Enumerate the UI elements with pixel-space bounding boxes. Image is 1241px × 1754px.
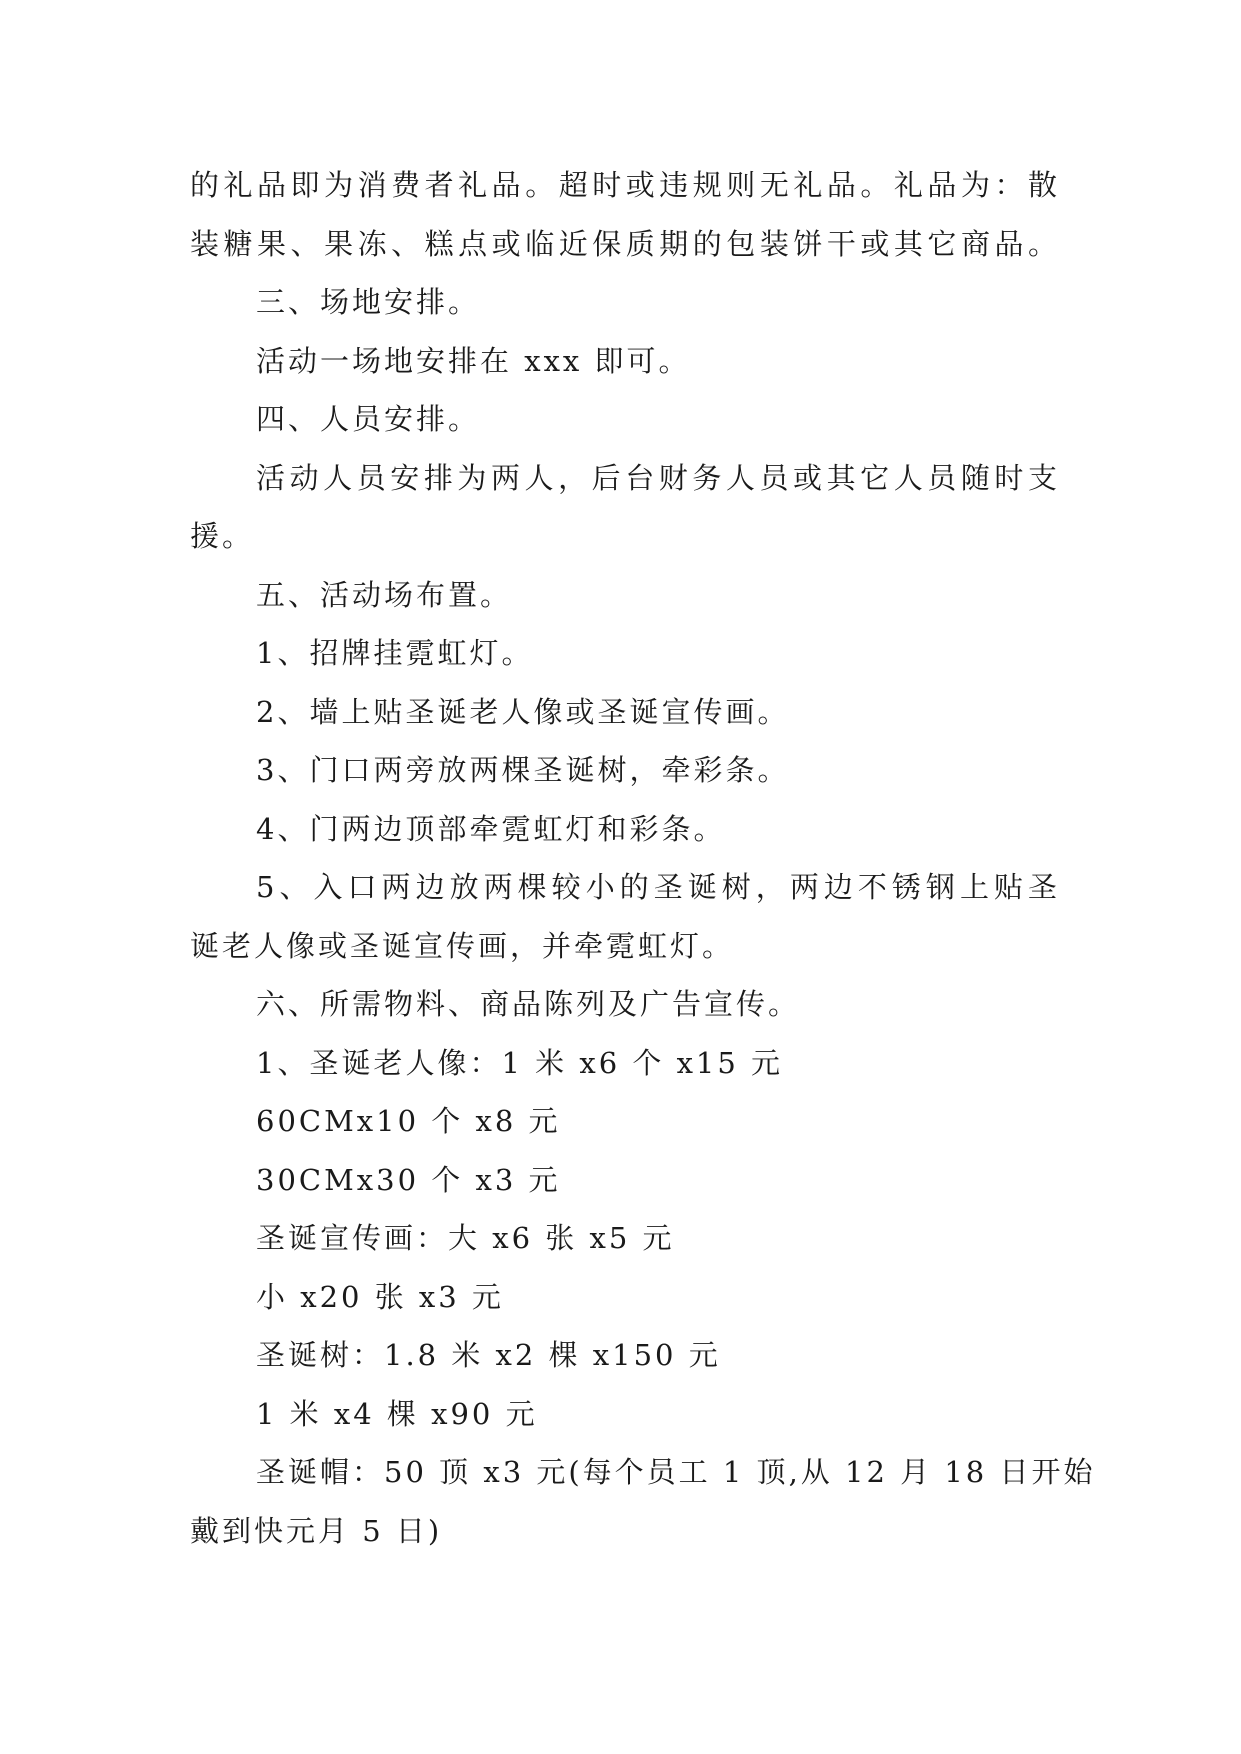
list-item: 1、招牌挂霓虹灯。: [256, 636, 534, 670]
section-heading: 三、场地安排。: [256, 285, 481, 319]
list-item: 小 x20 张 x3 元: [256, 1279, 504, 1314]
paragraph-line: 的礼品即为消费者礼品。超时或违规则无礼品。礼品为：散: [190, 168, 1060, 202]
list-item: 1 米 x4 棵 x90 元: [256, 1396, 538, 1431]
list-item: 60CMx10 个 x8 元: [256, 1104, 561, 1138]
section-heading: 六、所需物料、商品陈列及广告宣传。: [256, 987, 801, 1021]
list-item: 圣诞帽：50 顶 x3 元(每个员工 1 顶,从 12 月 18 日开始: [256, 1455, 1096, 1489]
paragraph-line: 援。: [190, 519, 255, 553]
list-item: 圣诞树：1.8 米 x2 棵 x150 元: [256, 1338, 721, 1372]
section-heading: 四、人员安排。: [256, 402, 481, 436]
list-item: 30CMx30 个 x3 元: [256, 1162, 561, 1197]
list-item-continuation: 诞老人像或圣诞宣传画，并牵霓虹灯。: [190, 928, 735, 963]
list-item: 4、门两边顶部牵霓虹灯和彩条。: [256, 811, 726, 846]
list-item: 2、墙上贴圣诞老人像或圣诞宣传画。: [256, 694, 790, 729]
list-item: 圣诞宣传画：大 x6 张 x5 元: [256, 1221, 675, 1255]
document-body: [190, 156, 1096, 1560]
paragraph-line: 活动人员安排为两人，后台财务人员或其它人员随时支: [256, 460, 1060, 495]
list-item: 1、圣诞老人像：1 米 x6 个 x15 元: [256, 1045, 784, 1080]
list-item: 5、入口两边放两棵较小的圣诞树，两边不锈钢上贴圣: [256, 870, 1060, 904]
list-item: 3、门口两旁放两棵圣诞树，牵彩条。: [256, 753, 790, 787]
paragraph-line: 装糖果、果冻、糕点或临近保质期的包装饼干或其它商品。: [190, 226, 1060, 261]
paragraph-line: 活动一场地安排在 xxx 即可。: [256, 343, 691, 378]
list-item-continuation: 戴到快元月 5 日): [190, 1513, 443, 1548]
section-heading: 五、活动场布置。: [256, 577, 513, 612]
